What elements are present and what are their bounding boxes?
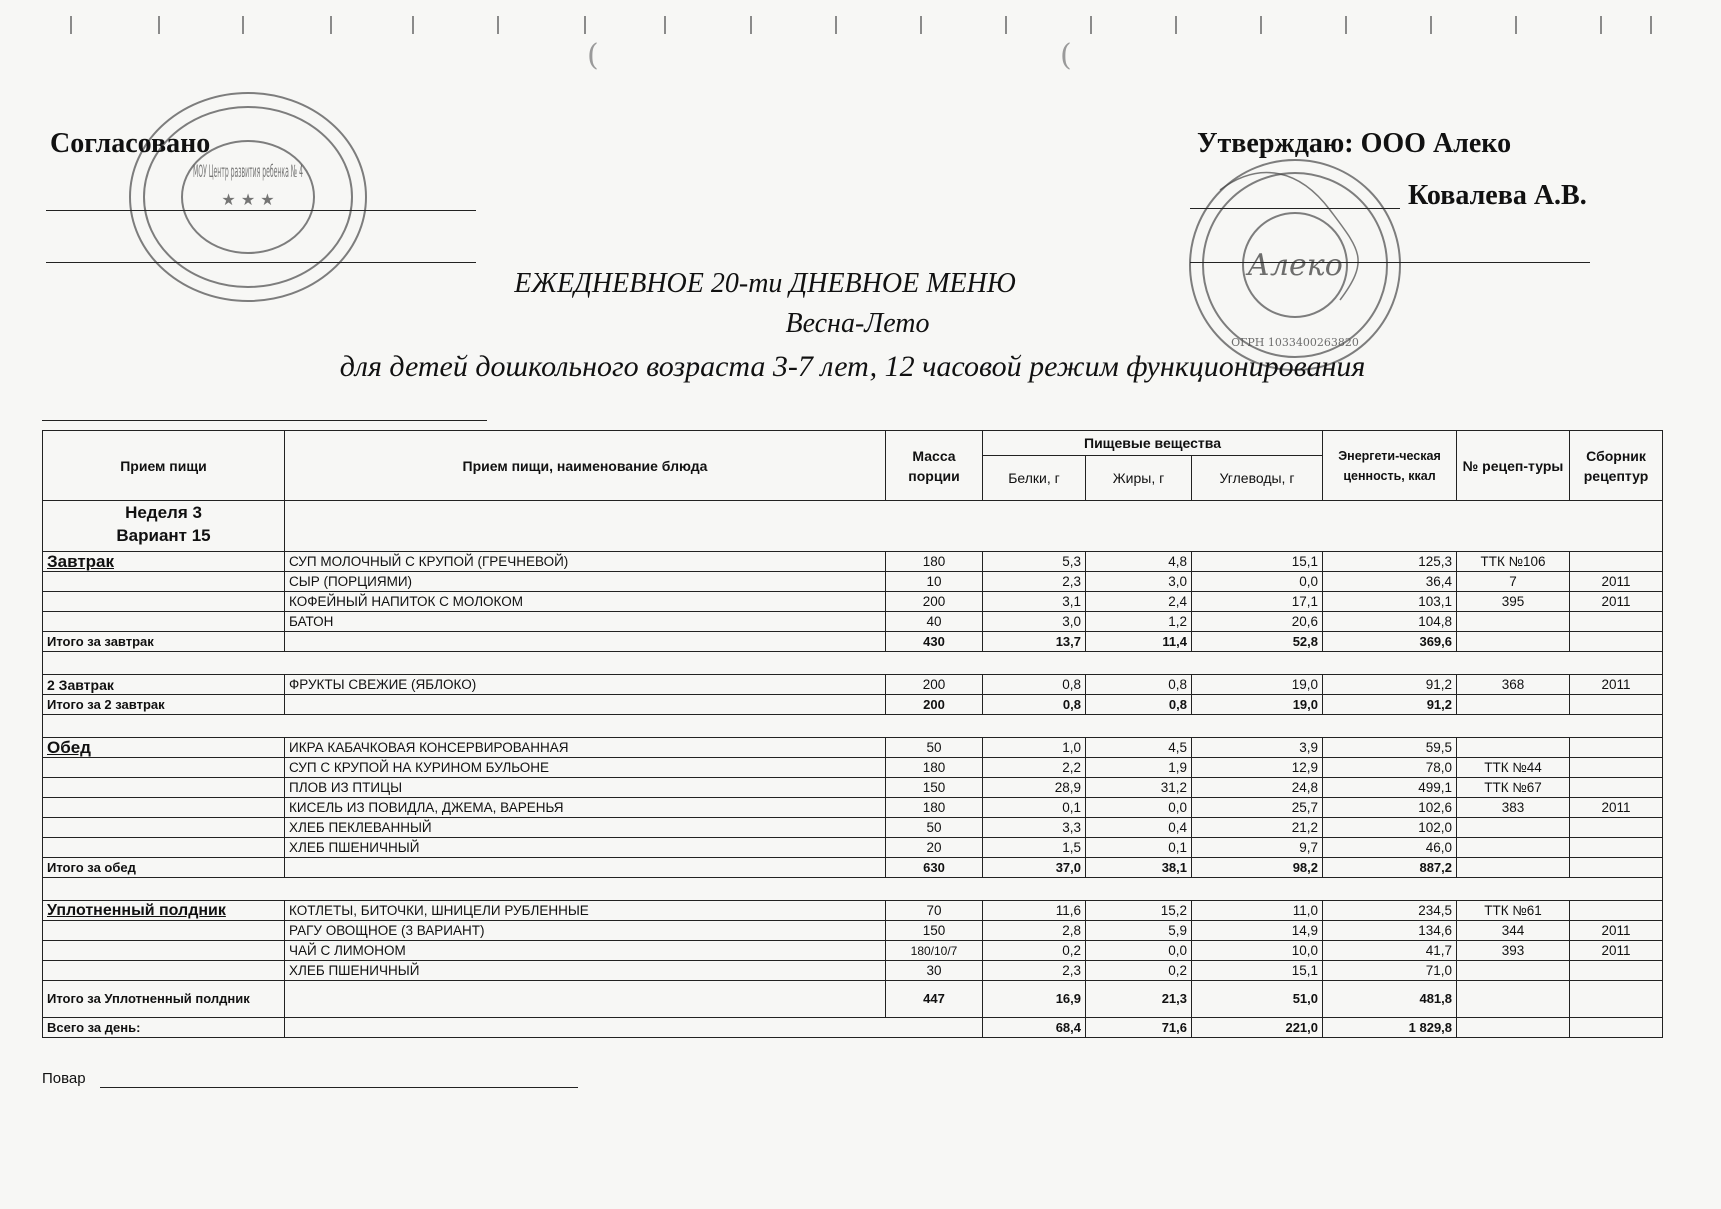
dish-protein: 0,8 — [983, 675, 1086, 695]
dish-name: КОФЕЙНЫЙ НАПИТОК С МОЛОКОМ — [285, 592, 886, 612]
dish-carbs: 24,8 — [1192, 778, 1323, 798]
dish-energy: 59,5 — [1323, 738, 1457, 758]
dish-name: ФРУКТЫ СВЕЖИЕ (ЯБЛОКО) — [285, 675, 886, 695]
col-header-meal: Прием пищи — [43, 431, 285, 501]
dish-carbs: 20,6 — [1192, 612, 1323, 632]
col-header-carbs: Углеводы, г — [1192, 456, 1323, 501]
dish-fat: 0,2 — [1086, 961, 1192, 981]
dish-name: ПЛОВ ИЗ ПТИЦЫ — [285, 778, 886, 798]
day-total-protein: 68,4 — [983, 1018, 1086, 1038]
dish-recipe: 368 — [1457, 675, 1570, 695]
dish-fat: 15,2 — [1086, 901, 1192, 921]
dish-fat: 3,0 — [1086, 572, 1192, 592]
dish-collection — [1570, 961, 1663, 981]
dish-energy: 41,7 — [1323, 941, 1457, 961]
dish-recipe: ТТК №67 — [1457, 778, 1570, 798]
dish-fat: 1,9 — [1086, 758, 1192, 778]
dish-mass: 180/10/7 — [886, 941, 983, 961]
total-carbs: 51,0 — [1192, 981, 1323, 1018]
dish-name: БАТОН — [285, 612, 886, 632]
total-energy: 91,2 — [1323, 695, 1457, 715]
dish-carbs: 17,1 — [1192, 592, 1323, 612]
section-label-breakfast: Завтрак — [43, 552, 285, 572]
col-header-recipe: № рецеп-туры — [1457, 431, 1570, 501]
right-official-stamp — [1180, 150, 1410, 380]
total-label: Итого за 2 завтрак — [43, 695, 285, 715]
dish-mass: 50 — [886, 818, 983, 838]
section-label-breakfast2: 2 Завтрак — [43, 675, 285, 695]
cook-label: Повар — [42, 1070, 86, 1087]
dish-mass: 40 — [886, 612, 983, 632]
dish-fat: 0,8 — [1086, 675, 1192, 695]
dish-fat: 0,4 — [1086, 818, 1192, 838]
total-mass: 447 — [886, 981, 983, 1018]
approve-label: Утверждаю: ООО Алеко — [1197, 128, 1512, 159]
total-protein: 0,8 — [983, 695, 1086, 715]
dish-carbs: 3,9 — [1192, 738, 1323, 758]
dish-energy: 103,1 — [1323, 592, 1457, 612]
menu-title: ЕЖЕДНЕВНОЕ 20-ти ДНЕВНОЕ МЕНЮ — [514, 268, 1016, 299]
dish-collection: 2011 — [1570, 941, 1663, 961]
dish-energy: 125,3 — [1323, 552, 1457, 572]
dish-name: СУП С КРУПОЙ НА КУРИНОМ БУЛЬОНЕ — [285, 758, 886, 778]
table-row — [43, 778, 1663, 798]
dish-fat: 0,1 — [1086, 838, 1192, 858]
table-row — [43, 612, 1663, 632]
total-protein: 16,9 — [983, 981, 1086, 1018]
dish-carbs: 15,1 — [1192, 961, 1323, 981]
dish-collection — [1570, 838, 1663, 858]
total-mass: 200 — [886, 695, 983, 715]
dish-protein: 0,2 — [983, 941, 1086, 961]
total-mass: 430 — [886, 632, 983, 652]
director-name: Ковалева А.В. — [1408, 180, 1587, 211]
total-energy: 481,8 — [1323, 981, 1457, 1018]
section-label-snack: Уплотненный полдник — [43, 901, 285, 921]
dish-fat: 0,0 — [1086, 798, 1192, 818]
dish-recipe: ТТК №61 — [1457, 901, 1570, 921]
dish-carbs: 25,7 — [1192, 798, 1323, 818]
dish-mass: 180 — [886, 798, 983, 818]
total-protein: 37,0 — [983, 858, 1086, 878]
total-carbs: 52,8 — [1192, 632, 1323, 652]
dish-energy: 234,5 — [1323, 901, 1457, 921]
col-header-nutrients: Пищевые вещества — [983, 431, 1323, 456]
dish-recipe — [1457, 612, 1570, 632]
total-label: Итого за обед — [43, 858, 285, 878]
stamp-ogrn: ОГРН 1033400263820 — [1231, 336, 1359, 349]
dish-name: ИКРА КАБАЧКОВАЯ КОНСЕРВИРОВАННАЯ — [285, 738, 886, 758]
table-row — [43, 921, 1663, 941]
dish-energy: 71,0 — [1323, 961, 1457, 981]
dish-carbs: 12,9 — [1192, 758, 1323, 778]
total-protein: 13,7 — [983, 632, 1086, 652]
scan-tick-marks — [60, 16, 1660, 38]
col-header-collection: Сборник рецептур — [1570, 431, 1663, 501]
total-energy: 369,6 — [1323, 632, 1457, 652]
menu-table — [42, 430, 1663, 1038]
dish-fat: 1,2 — [1086, 612, 1192, 632]
dish-collection — [1570, 818, 1663, 838]
dish-carbs: 14,9 — [1192, 921, 1323, 941]
dish-energy: 499,1 — [1323, 778, 1457, 798]
dish-energy: 134,6 — [1323, 921, 1457, 941]
dish-mass: 200 — [886, 592, 983, 612]
total-fat: 0,8 — [1086, 695, 1192, 715]
day-total-carbs: 221,0 — [1192, 1018, 1323, 1038]
dish-fat: 2,4 — [1086, 592, 1192, 612]
table-row — [43, 572, 1663, 592]
col-header-protein: Белки, г — [983, 456, 1086, 501]
total-carbs: 98,2 — [1192, 858, 1323, 878]
dish-protein: 11,6 — [983, 901, 1086, 921]
svg-text:★ ★ ★: ★ ★ ★ — [221, 190, 275, 209]
table-row — [43, 961, 1663, 981]
table-row — [43, 738, 1663, 758]
dish-protein: 5,3 — [983, 552, 1086, 572]
dish-collection: 2011 — [1570, 921, 1663, 941]
dish-fat: 5,9 — [1086, 921, 1192, 941]
dish-mass: 180 — [886, 758, 983, 778]
dish-fat: 31,2 — [1086, 778, 1192, 798]
day-total-label: Всего за день: — [43, 1018, 285, 1038]
dish-mass: 50 — [886, 738, 983, 758]
week-label: Неделя 3 Вариант 15 — [43, 501, 285, 552]
dish-collection: 2011 — [1570, 798, 1663, 818]
total-row — [43, 981, 1663, 1018]
dish-protein: 2,3 — [983, 572, 1086, 592]
dish-name: ХЛЕБ ПШЕНИЧНЫЙ — [285, 838, 886, 858]
dish-name: КОТЛЕТЫ, БИТОЧКИ, ШНИЦЕЛИ РУБЛЕННЫЕ — [285, 901, 886, 921]
cook-signature-line — [100, 1087, 578, 1088]
dish-collection: 2011 — [1570, 592, 1663, 612]
table-row — [43, 758, 1663, 778]
dish-recipe — [1457, 818, 1570, 838]
dish-energy: 46,0 — [1323, 838, 1457, 858]
total-label: Итого за завтрак — [43, 632, 285, 652]
dish-protein: 0,1 — [983, 798, 1086, 818]
dish-collection: 2011 — [1570, 572, 1663, 592]
dish-recipe: 393 — [1457, 941, 1570, 961]
table-row — [43, 901, 1663, 921]
dish-collection — [1570, 901, 1663, 921]
dish-name: СУП МОЛОЧНЫЙ С КРУПОЙ (ГРЕЧНЕВОЙ) — [285, 552, 886, 572]
dish-recipe — [1457, 961, 1570, 981]
dish-name: ХЛЕБ ПШЕНИЧНЫЙ — [285, 961, 886, 981]
dish-fat: 0,0 — [1086, 941, 1192, 961]
dish-recipe: 383 — [1457, 798, 1570, 818]
total-carbs: 19,0 — [1192, 695, 1323, 715]
week-row — [43, 501, 1663, 552]
dish-protein: 2,3 — [983, 961, 1086, 981]
approve-signature-line — [1190, 208, 1400, 209]
dish-protein: 1,5 — [983, 838, 1086, 858]
total-row — [43, 632, 1663, 652]
dish-mass: 20 — [886, 838, 983, 858]
dish-protein: 3,1 — [983, 592, 1086, 612]
dish-energy: 36,4 — [1323, 572, 1457, 592]
dish-carbs: 19,0 — [1192, 675, 1323, 695]
total-fat: 21,3 — [1086, 981, 1192, 1018]
agreed-label: Согласовано — [50, 128, 211, 159]
total-fat: 38,1 — [1086, 858, 1192, 878]
dish-mass: 30 — [886, 961, 983, 981]
dish-collection — [1570, 778, 1663, 798]
col-header-dish: Прием пищи, наименование блюда — [285, 431, 886, 501]
total-label: Итого за Уплотненный полдник — [43, 981, 285, 1018]
dish-protein: 1,0 — [983, 738, 1086, 758]
dish-recipe: 7 — [1457, 572, 1570, 592]
dish-mass: 10 — [886, 572, 983, 592]
table-row — [43, 675, 1663, 695]
scan-mark: ( — [1060, 38, 1072, 73]
total-row — [43, 695, 1663, 715]
section-label-lunch: Обед — [43, 738, 285, 758]
dish-energy: 91,2 — [1323, 675, 1457, 695]
day-total-fat: 71,6 — [1086, 1018, 1192, 1038]
dish-protein: 3,3 — [983, 818, 1086, 838]
scan-mark: ( — [587, 38, 599, 73]
dish-carbs: 15,1 — [1192, 552, 1323, 572]
table-row — [43, 838, 1663, 858]
stamp-text: МОУ Центр развития ребенка № 4 — [193, 162, 303, 182]
dish-protein: 2,2 — [983, 758, 1086, 778]
dish-protein: 2,8 — [983, 921, 1086, 941]
audience-title: для детей дошкольного возраста 3-7 лет, 12 часовой режим функционирования — [339, 350, 1366, 383]
dish-collection — [1570, 552, 1663, 572]
dish-carbs: 11,0 — [1192, 901, 1323, 921]
col-header-fat: Жиры, г — [1086, 456, 1192, 501]
table-row — [43, 818, 1663, 838]
dish-mass: 180 — [886, 552, 983, 572]
dish-name: ЧАЙ С ЛИМОНОМ — [285, 941, 886, 961]
dish-mass: 150 — [886, 921, 983, 941]
dish-mass: 200 — [886, 675, 983, 695]
agreed-signature-line — [46, 210, 476, 211]
dish-collection — [1570, 758, 1663, 778]
dish-carbs: 9,7 — [1192, 838, 1323, 858]
dish-energy: 102,0 — [1323, 818, 1457, 838]
table-row — [43, 798, 1663, 818]
agreed-signature-line — [46, 262, 476, 263]
dish-energy: 78,0 — [1323, 758, 1457, 778]
total-fat: 11,4 — [1086, 632, 1192, 652]
total-mass: 630 — [886, 858, 983, 878]
dish-carbs: 21,2 — [1192, 818, 1323, 838]
dish-recipe: 395 — [1457, 592, 1570, 612]
dish-fat: 4,5 — [1086, 738, 1192, 758]
total-row — [43, 858, 1663, 878]
dish-protein: 28,9 — [983, 778, 1086, 798]
dish-recipe: ТТК №44 — [1457, 758, 1570, 778]
dish-fat: 4,8 — [1086, 552, 1192, 572]
dish-name: РАГУ ОВОЩНОЕ (3 ВАРИАНТ) — [285, 921, 886, 941]
season-title: Весна-Лето — [785, 308, 930, 339]
col-header-energy: Энергети-ческая ценность, ккал — [1323, 431, 1457, 501]
dish-energy: 102,6 — [1323, 798, 1457, 818]
dish-recipe — [1457, 738, 1570, 758]
table-row — [43, 552, 1663, 572]
day-total-energy: 1 829,8 — [1323, 1018, 1457, 1038]
table-row — [43, 941, 1663, 961]
dish-name: ХЛЕБ ПЕКЛЕВАННЫЙ — [285, 818, 886, 838]
dish-recipe: 344 — [1457, 921, 1570, 941]
dish-recipe: ТТК №106 — [1457, 552, 1570, 572]
dish-carbs: 10,0 — [1192, 941, 1323, 961]
dish-name: СЫР (ПОРЦИЯМИ) — [285, 572, 886, 592]
dish-mass: 150 — [886, 778, 983, 798]
dish-collection — [1570, 738, 1663, 758]
stamp-logo: Алеко — [1247, 248, 1343, 283]
title-underline — [42, 420, 487, 421]
dish-recipe — [1457, 838, 1570, 858]
approve-signature-line — [1190, 262, 1590, 263]
dish-energy: 104,8 — [1323, 612, 1457, 632]
day-total-row — [43, 1018, 1663, 1038]
dish-collection: 2011 — [1570, 675, 1663, 695]
dish-name: КИСЕЛЬ ИЗ ПОВИДЛА, ДЖЕМА, ВАРЕНЬЯ — [285, 798, 886, 818]
table-row — [43, 592, 1663, 612]
total-energy: 887,2 — [1323, 858, 1457, 878]
col-header-mass: Масса порции — [886, 431, 983, 501]
dish-collection — [1570, 612, 1663, 632]
dish-mass: 70 — [886, 901, 983, 921]
dish-protein: 3,0 — [983, 612, 1086, 632]
dish-carbs: 0,0 — [1192, 572, 1323, 592]
